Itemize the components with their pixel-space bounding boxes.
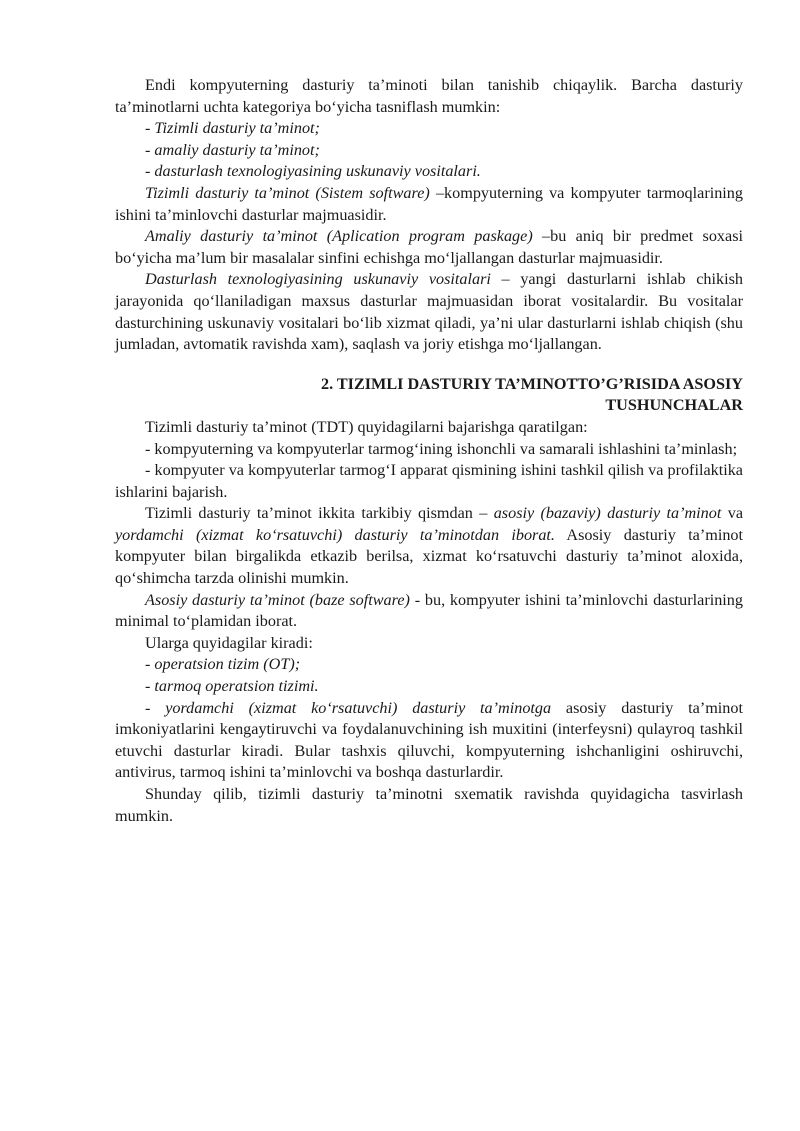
paragraph: - kompyuterning va kompyuterlar tarmog‘ining ishonchli va samarali ishlashini ta’minlash; <box>145 439 738 458</box>
paragraph: - kompyuter va kompyuterlar tarmog‘I apparat qismining ishini tashkil qilish va profilaktika ishlarini bajarish. <box>115 461 743 501</box>
section-heading: 2. TIZIMLI DASTURIY TA’MINOTTO’G’RISIDA ASOSIY TUSHUNCHALAR <box>320 374 743 415</box>
list-item: - dasturlash texnologiyasining uskunaviy vositalari. <box>145 162 481 181</box>
paragraph: - yordamchi (xizmat ko‘rsatuvchi) dasturiy ta’minotga asosiy dasturiy ta’minot imkoniyatlarini kengaytiruvchi va foydalanuvchining ish muxitini (interfeysni) qulayroq tashkil etuvchi dasturlar kiradi. Bular tashxis qiluvchi, kompyuterning ishchanligini oshiruvchi, antivirus, tarmoq ishini ta’minlovchi va boshqa dasturlardir. <box>115 698 743 782</box>
list-item: - amaliy dasturiy ta’minot; <box>145 140 320 159</box>
paragraph: Asosiy dasturiy ta’minot (baze software) - bu, kompyuter ishini ta’minlovchi dasturlarining minimal to‘plamidan iborat. <box>115 590 743 631</box>
paragraph: Tizimli dasturiy ta’minot ikkita tarkibiy qismdan – asosiy (bazaviy) dasturiy ta’minot va yordamchi (xizmat ko‘rsatuvchi) dasturiy ta’minotdan iborat. Asosiy dasturiy ta’minot kompyuter bilan birgalikda etkazib berilsa, xizmat ko‘rsatuvchi dasturiy ta’minot aloxida, qo‘shimcha tarzda olinishi mumkin. <box>115 504 744 588</box>
document-page <box>115 75 743 827</box>
list-item: - Tizimli dasturiy ta’minot; <box>145 119 320 138</box>
list-item: - tarmoq operatsion tizimi. <box>145 677 319 696</box>
definition-dev-tools: Dasturlash texnologiyasining uskunaviy vositalari – yangi dasturlarni ishlab chikish jarayonida qo‘llaniladigan maxsus dasturlar majmuasidan iborat vositalardir. Bu vositalar dasturchining uskunaviy vositalari bo‘lib xizmat qiladi, ya’ni ular dasturlarni ishlab chiqish (shu jumladan, avtomatik ravishda xam), saqlash va joriy etishga mo‘ljallangan. <box>115 270 743 354</box>
list-item: - operatsion tizim (OT); <box>145 655 301 674</box>
intro-paragraph: Endi kompyuterning dasturiy ta’minoti bilan tanishib chiqaylik. Barcha dasturiy ta’minotlarni uchta kategoriya bo‘yicha tasniflash mumkin: <box>115 76 743 116</box>
definition-application-software: Amaliy dasturiy ta’minot (Aplication program paskage) –bu aniq bir predmet soxasi bo‘yicha ma’lum bir masalalar sinfini echishga mo‘ljallangan dasturlar majmuasidir. <box>115 227 744 267</box>
paragraph: Tizimli dasturiy ta’minot (TDT) quyidagilarni bajarishga qaratilgan: <box>145 417 588 436</box>
paragraph: Shunday qilib, tizimli dasturiy ta’minotni sxematik ravishda quyidagicha tasvirlash mumkin. <box>115 785 743 825</box>
paragraph: Ularga quyidagilar kiradi: <box>145 633 313 652</box>
definition-system-software: Tizimli dasturiy ta’minot (Sistem software) –kompyuterning va kompyuter tarmoqlarining ishini ta’minlovchi dasturlar majmuasidir. <box>115 183 743 224</box>
